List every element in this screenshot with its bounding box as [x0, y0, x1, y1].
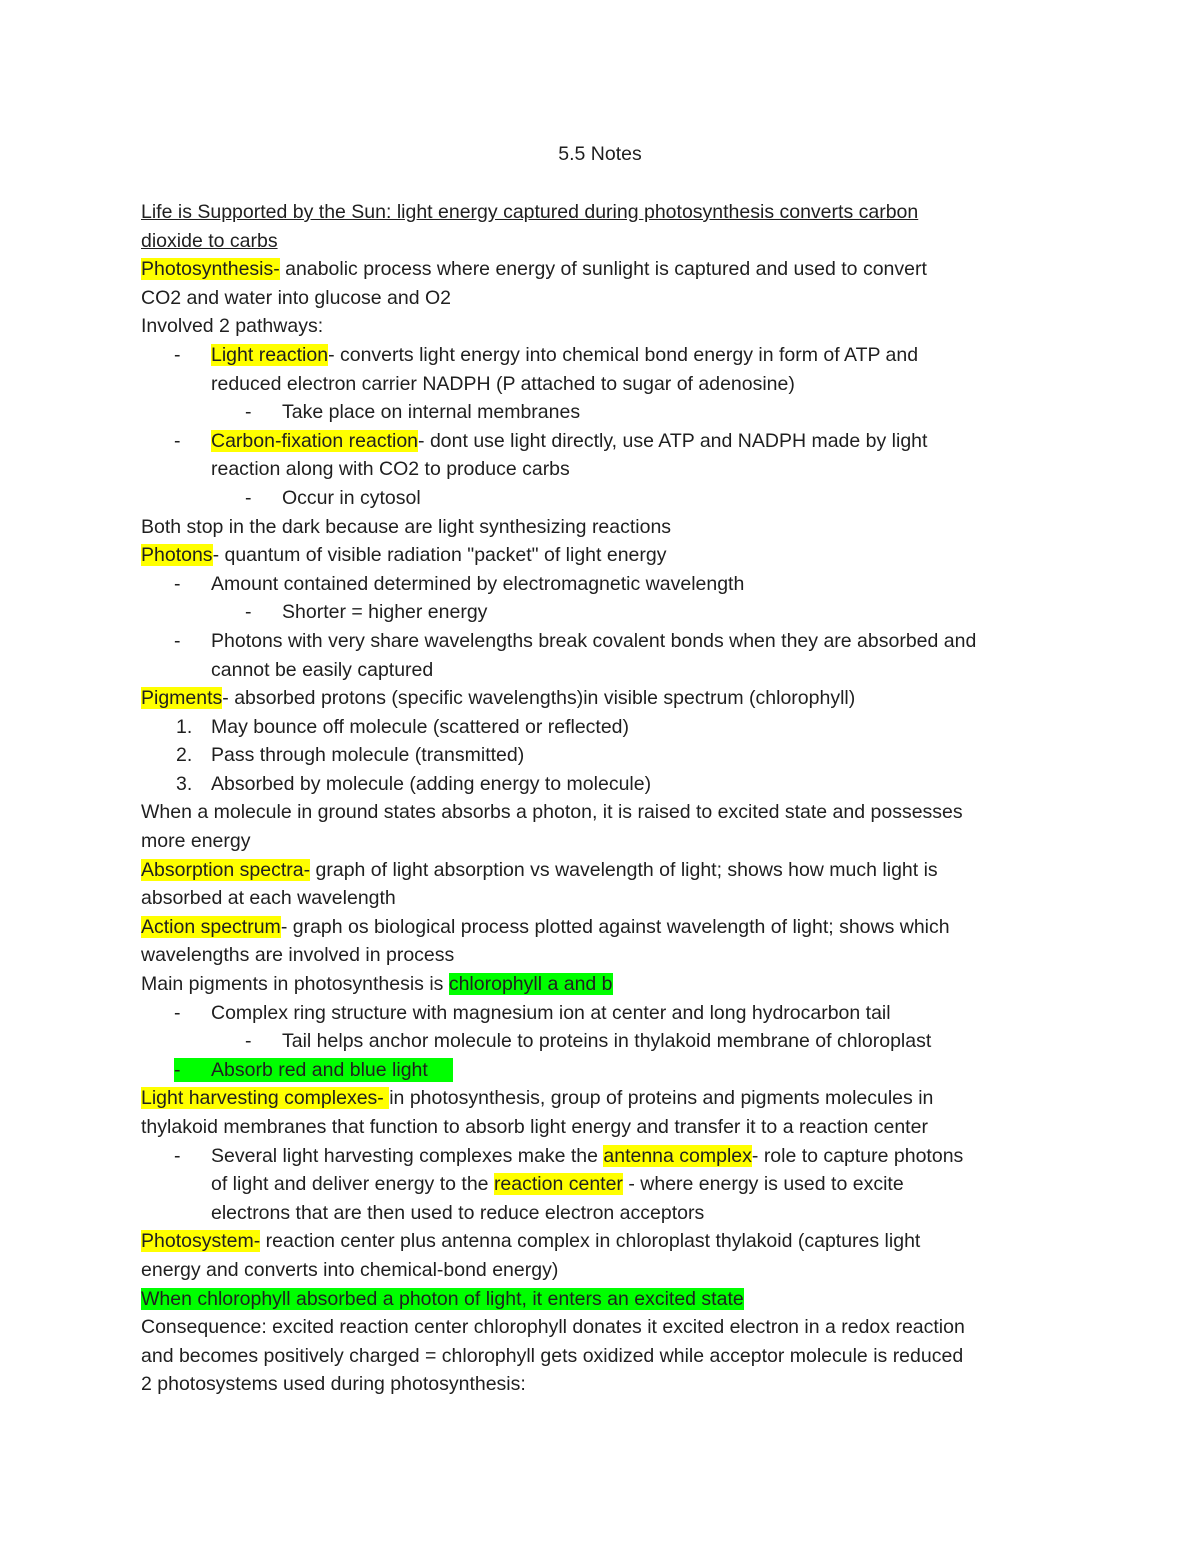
list-item-cont: cannot be easily captured: [211, 658, 434, 681]
notes-body: [141, 198, 1071, 1399]
both-stop-line: Both stop in the dark because are light synthesizing reactions: [141, 515, 672, 538]
photosystem-def-cont: energy and converts into chemical-bond energy): [141, 1258, 559, 1281]
pigments-def: Pigments- absorbed protons (specific wavelengths)in visible spectrum (chlorophyll): [141, 687, 856, 710]
list-subitem: - Take place on internal membranes: [245, 401, 581, 424]
list-item: - Light reaction- converts light energy into chemical bond energy in form of ATP and: [174, 343, 919, 366]
term-highlight: Carbon-fixation reaction: [211, 429, 419, 452]
pathways-intro: Involved 2 pathways:: [141, 315, 324, 338]
ground-state-line: When a molecule in ground states absorbs a photon, it is raised to excited state and possesses: [141, 801, 963, 824]
term-highlight: Photosystem-: [141, 1230, 261, 1253]
main-pigments-line: Main pigments in photosynthesis is chlorophyll a and b: [141, 973, 613, 996]
term-highlight: reaction center: [493, 1173, 623, 1196]
consequence-line: Consequence: excited reaction center chlorophyll donates it excited electron in a redox reaction: [141, 1316, 965, 1339]
section-heading-line-2: dioxide to carbs: [141, 229, 278, 252]
photosynthesis-def: Photosynthesis- anabolic process where energy of sunlight is captured and used to convert: [141, 258, 927, 281]
green-highlight: chlorophyll a and b: [448, 973, 613, 996]
term-highlight: Absorption spectra-: [141, 858, 311, 881]
list-item-cont: of light and deliver energy to the reaction center - where energy is used to excite: [211, 1173, 904, 1196]
term-highlight: Photons: [141, 544, 213, 567]
list-item-cont: reduced electron carrier NADPH (P attached to sugar of adenosine): [211, 372, 795, 395]
term-highlight: Photosynthesis-: [141, 258, 280, 281]
absorption-def-cont: absorbed at each wavelength: [141, 887, 396, 910]
action-def: Action spectrum- graph os biological process plotted against wavelength of light; shows which: [141, 915, 950, 938]
list-item-cont: reaction along with CO2 to produce carbs: [211, 458, 570, 481]
two-photosystems-line: 2 photosystems used during photosynthesis:: [141, 1373, 526, 1396]
lhc-def-cont: thylakoid membranes that function to absorb light energy and transfer it to a reaction center: [141, 1116, 928, 1138]
list-item: - Complex ring structure with magnesium ion at center and long hydrocarbon tail: [174, 1001, 891, 1024]
photosystem-def: Photosystem- reaction center plus antenna complex in chloroplast thylakoid (captures light: [141, 1230, 921, 1253]
term-highlight: Pigments: [141, 687, 223, 710]
term-highlight: Light reaction: [211, 343, 329, 366]
list-item: - Photons with very share wavelengths break covalent bonds when they are absorbed and: [174, 629, 977, 652]
list-item: - Amount contained determined by electromagnetic wavelength: [174, 572, 745, 595]
ground-state-line-cont: more energy: [141, 830, 251, 853]
list-subitem: - Shorter = higher energy: [245, 601, 488, 624]
numbered-item: 3. Absorbed by molecule (adding energy to molecule): [176, 772, 652, 795]
numbered-item: 2. Pass through molecule (transmitted): [176, 744, 525, 767]
list-subitem: - Occur in cytosol: [245, 486, 421, 509]
lhc-def: Light harvesting complexes- in photosynthesis, group of proteins and pigments molecules in: [141, 1087, 934, 1110]
list-subitem: - Tail helps anchor molecule to proteins in thylakoid membrane of chloroplast: [245, 1030, 932, 1053]
list-item-cont: electrons that are then used to reduce electron acceptors: [211, 1201, 705, 1224]
list-item: - Carbon-fixation reaction- dont use light directly, use ATP and NADPH made by light: [174, 429, 928, 452]
list-item-highlighted: - Absorb red and blue light: [141, 1056, 1071, 1085]
photosynthesis-def-cont: CO2 and water into glucose and O2: [141, 286, 452, 309]
green-highlight: When chlorophyll absorbed a photon of light, it enters an excited state: [141, 1287, 744, 1310]
action-def-cont: wavelengths are involved in process: [141, 944, 455, 967]
numbered-item: 1. May bounce off molecule (scattered or reflected): [176, 715, 630, 738]
absorption-def: Absorption spectra- graph of light absorption vs wavelength of light; shows how much light is: [141, 858, 938, 881]
excited-state-line: [141, 1285, 1071, 1314]
term-highlight: Light harvesting complexes-: [141, 1087, 390, 1110]
photons-def: Photons- quantum of visible radiation "packet" of light energy: [141, 544, 667, 567]
list-item: - Several light harvesting complexes make the antenna complex- role to capture photons: [174, 1144, 964, 1167]
page-title: 5.5 Notes: [558, 143, 642, 165]
section-heading-line-1: Life is Supported by the Sun: light energy captured during photosynthesis converts carbon: [141, 201, 919, 223]
term-highlight: antenna complex: [603, 1144, 752, 1167]
consequence-line-cont: and becomes positively charged = chlorophyll gets oxidized while acceptor molecule is reduced: [141, 1344, 964, 1367]
term-highlight: Action spectrum: [141, 915, 281, 938]
